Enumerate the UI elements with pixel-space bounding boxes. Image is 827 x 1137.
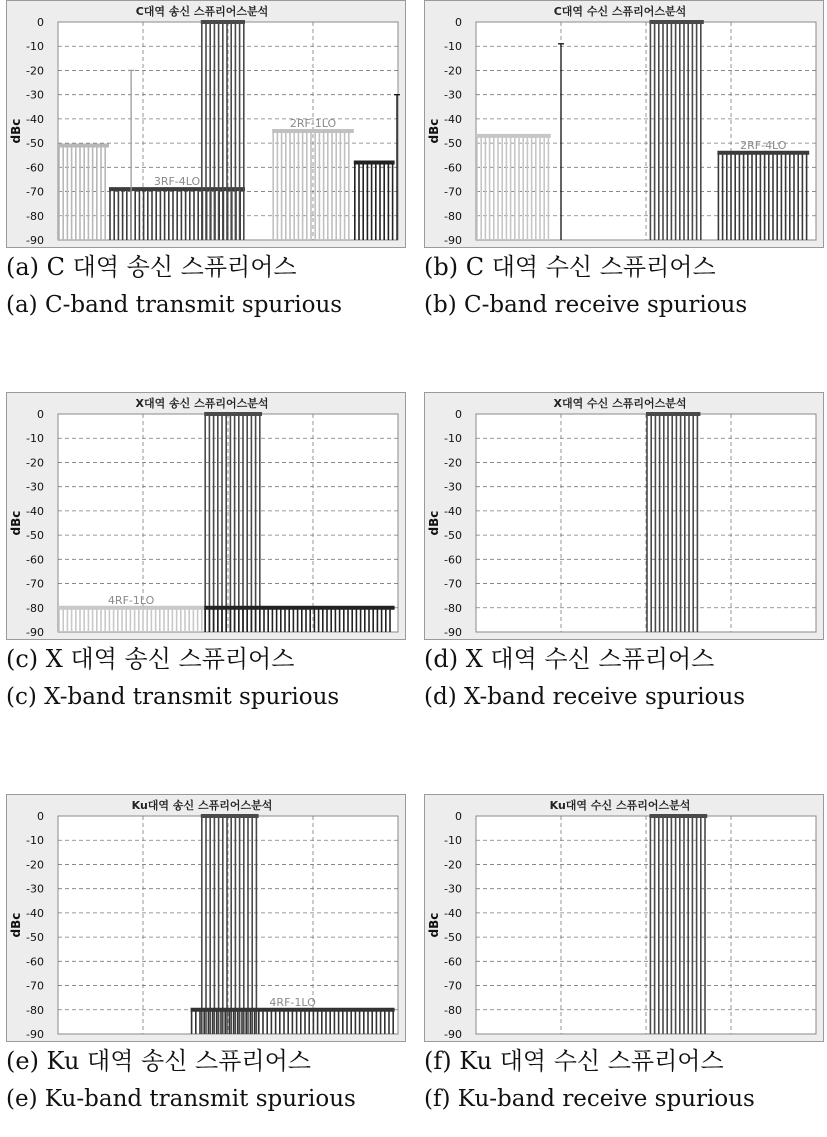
- chart-c-receive: [424, 0, 824, 248]
- y-tick-label: -30: [444, 480, 462, 494]
- y-tick-label: -70: [26, 577, 44, 591]
- chart-title: C대역 송신 스퓨리어스분석: [135, 5, 269, 18]
- y-tick-label: -20: [26, 858, 44, 872]
- y-tick-label: 0: [455, 810, 462, 823]
- y-tick-label: -10: [444, 834, 462, 848]
- y-axis-label: dBc: [9, 118, 23, 144]
- y-tick-label: -20: [444, 858, 462, 872]
- chart-x-receive: [424, 392, 824, 640]
- y-tick-label: -30: [444, 882, 462, 896]
- y-axis-label: dBc: [9, 912, 23, 938]
- y-tick-label: -60: [444, 161, 462, 175]
- y-tick-label: -50: [444, 529, 462, 543]
- y-tick-label: 0: [455, 16, 462, 29]
- y-tick-label: 0: [455, 408, 462, 421]
- y-tick-label: -90: [444, 626, 462, 639]
- caption-en: (d) X-band receive spurious: [424, 684, 746, 710]
- y-tick-label: -90: [444, 234, 462, 247]
- panel-ku-receive: [424, 794, 824, 1118]
- y-tick-label: -80: [444, 209, 462, 223]
- y-tick-label: -10: [444, 432, 462, 446]
- y-tick-label: -50: [444, 137, 462, 151]
- chart-title: Ku대역 송신 스퓨리어스분석: [131, 799, 273, 812]
- group-label: 4RF-1LO: [269, 995, 316, 1009]
- y-tick-label: -50: [444, 931, 462, 945]
- y-axis-label: dBc: [427, 510, 441, 536]
- panel-x-receive: [424, 392, 824, 716]
- group-label: 2RF-1LO: [289, 117, 337, 130]
- caption-ko: (c) X 대역 송신 스퓨리어스: [6, 645, 295, 673]
- y-tick-label: -60: [26, 955, 44, 969]
- y-tick-label: 0: [37, 810, 44, 823]
- y-tick-label: -30: [26, 882, 44, 896]
- y-tick-label: -50: [26, 529, 44, 543]
- y-tick-label: -80: [444, 1003, 462, 1017]
- y-tick-label: -40: [444, 504, 462, 518]
- y-tick-label: -90: [444, 1028, 462, 1041]
- caption-en: (f) Ku-band receive spurious: [424, 1086, 755, 1112]
- caption-ko: (e) Ku 대역 송신 스퓨리어스: [6, 1047, 311, 1075]
- caption-en: (e) Ku-band transmit spurious: [6, 1086, 356, 1112]
- y-tick-label: -50: [26, 931, 44, 945]
- chart-title: C대역 수신 스퓨리어스분석: [553, 5, 687, 18]
- y-tick-label: -90: [26, 626, 44, 639]
- y-tick-label: -40: [26, 504, 44, 518]
- y-tick-label: -30: [26, 88, 44, 102]
- y-tick-label: -80: [444, 601, 462, 615]
- y-tick-label: -80: [26, 1003, 44, 1017]
- group-label: 4RF-1LO: [107, 593, 155, 607]
- chart-x-transmit: [6, 392, 406, 640]
- group-label: 2RF-4LO: [740, 138, 787, 152]
- y-tick-label: -60: [444, 955, 462, 969]
- y-tick-label: -90: [26, 234, 44, 247]
- bar-group: [191, 1010, 395, 1034]
- y-tick-label: -40: [26, 112, 44, 126]
- y-tick-label: -60: [26, 161, 44, 175]
- chart-title: X대역 송신 스퓨리어스분석: [135, 397, 269, 410]
- y-tick-label: -80: [26, 209, 44, 223]
- y-tick-label: -10: [26, 834, 44, 848]
- y-tick-label: -40: [444, 906, 462, 920]
- y-tick-label: 0: [37, 16, 44, 29]
- y-tick-label: -20: [444, 456, 462, 470]
- y-tick-label: -20: [26, 64, 44, 78]
- y-tick-label: -20: [26, 456, 44, 470]
- caption-ko: (f) Ku 대역 수신 스퓨리어스: [424, 1047, 724, 1075]
- caption-ko: (b) C 대역 수신 스퓨리어스: [424, 253, 716, 281]
- y-tick-label: -70: [444, 185, 462, 199]
- caption-ko: (a) C 대역 송신 스퓨리어스: [6, 253, 297, 281]
- caption-en: (a) C-band transmit spurious: [6, 292, 343, 318]
- y-tick-label: -90: [26, 1028, 44, 1041]
- y-tick-label: -10: [26, 432, 44, 446]
- group-label: 3RF-4LO: [153, 175, 201, 189]
- y-axis-label: dBc: [427, 118, 441, 144]
- y-axis-label: dBc: [9, 510, 23, 536]
- y-tick-label: -30: [444, 88, 462, 102]
- chart-ku-transmit: [6, 794, 406, 1042]
- y-tick-label: -40: [444, 112, 462, 126]
- y-tick-label: -70: [444, 577, 462, 591]
- caption-en: (c) X-band transmit spurious: [6, 684, 340, 710]
- panel-ku-transmit: [6, 794, 406, 1118]
- y-tick-label: -70: [26, 979, 44, 993]
- y-tick-label: -80: [26, 601, 44, 615]
- y-tick-label: -40: [26, 906, 44, 920]
- panel-c-transmit: [6, 0, 406, 324]
- caption-ko: (d) X 대역 수신 스퓨리어스: [424, 645, 715, 673]
- y-tick-label: -50: [26, 137, 44, 151]
- y-tick-label: -60: [444, 553, 462, 567]
- y-tick-label: 0: [37, 408, 44, 421]
- y-tick-label: -70: [444, 979, 462, 993]
- chart-ku-receive: [424, 794, 824, 1042]
- y-tick-label: -20: [444, 64, 462, 78]
- y-tick-label: -60: [26, 553, 44, 567]
- chart-title: Ku대역 수신 스퓨리어스분석: [549, 799, 691, 812]
- y-tick-label: -70: [26, 185, 44, 199]
- panel-c-receive: [424, 0, 824, 324]
- panel-x-transmit: [6, 392, 406, 716]
- y-axis-label: dBc: [427, 912, 441, 938]
- chart-title: X대역 수신 스퓨리어스분석: [553, 397, 687, 410]
- y-tick-label: -10: [26, 40, 44, 54]
- y-tick-label: -30: [26, 480, 44, 494]
- chart-c-transmit: [6, 0, 406, 248]
- caption-en: (b) C-band receive spurious: [424, 292, 748, 318]
- y-tick-label: -10: [444, 40, 462, 54]
